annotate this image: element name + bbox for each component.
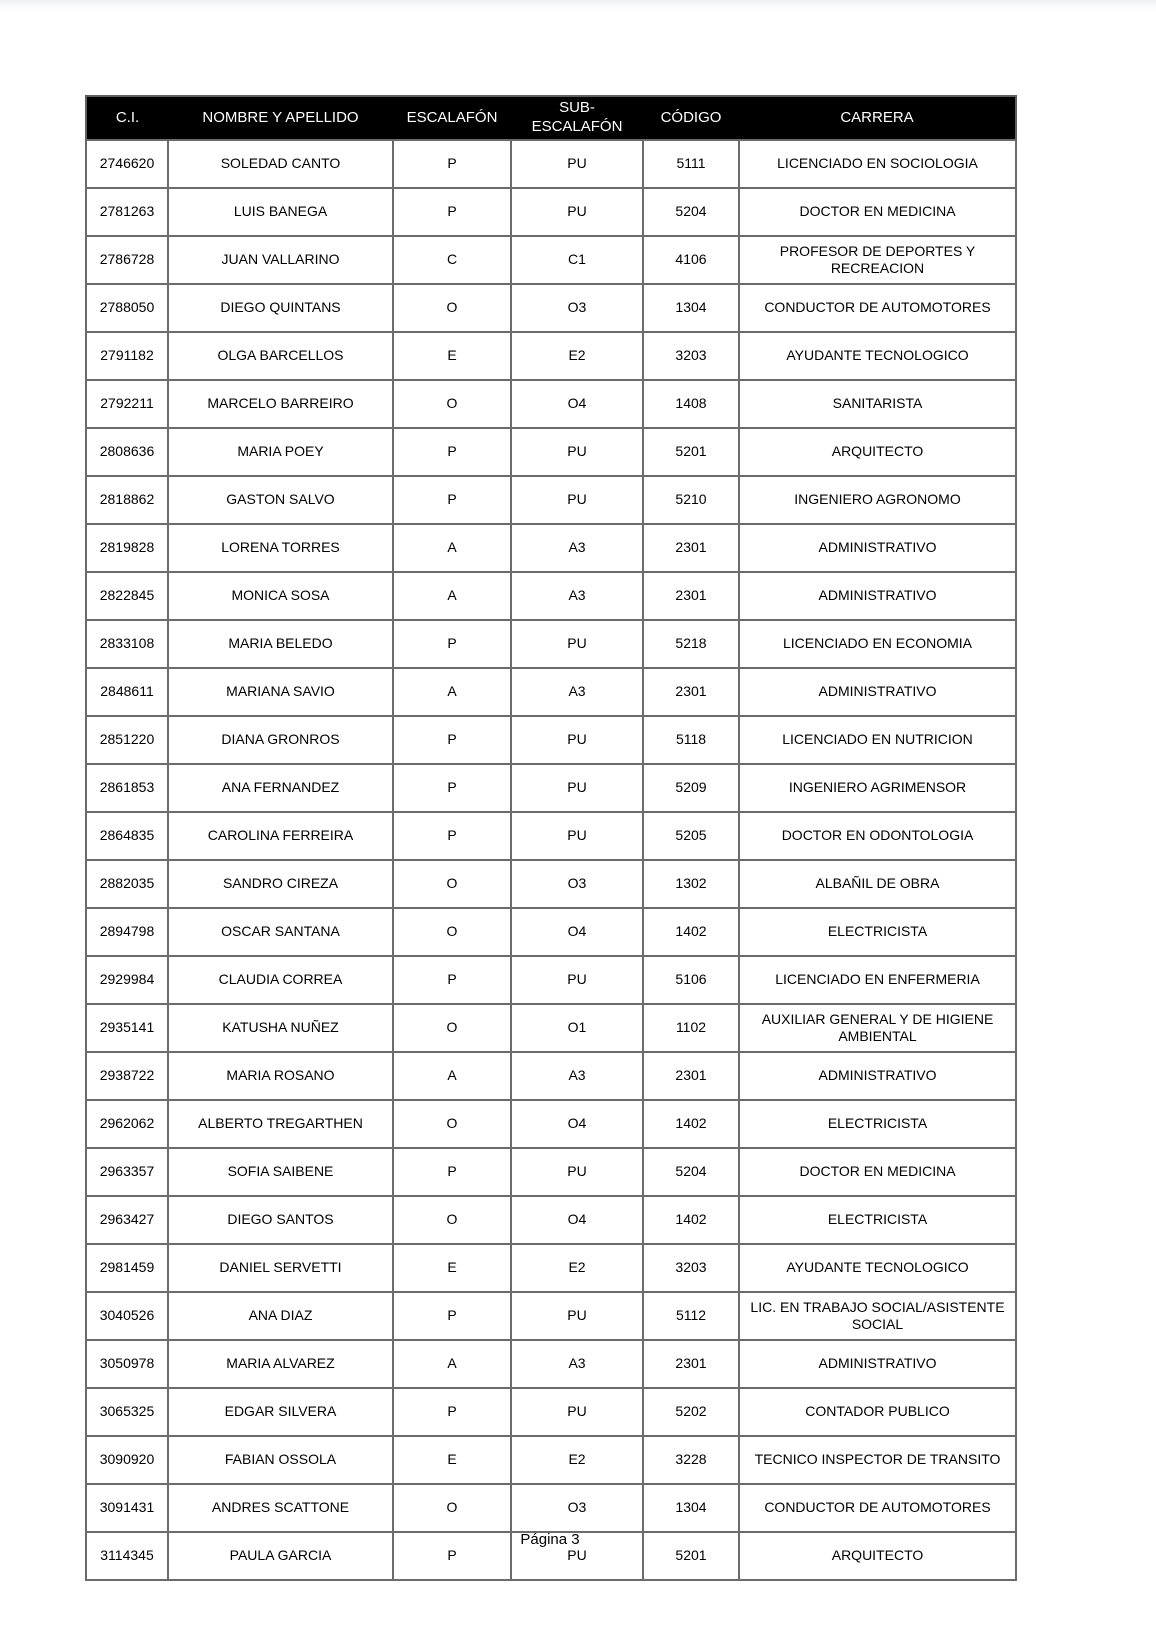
- table-row: [86, 716, 1016, 764]
- ci-cell: 2848611: [86, 668, 168, 716]
- sub-escalafon-cell: A3: [511, 1052, 643, 1100]
- carrera-cell: DOCTOR EN ODONTOLOGIA: [739, 812, 1016, 860]
- table-row: [86, 1148, 1016, 1196]
- sub-escalafon-cell: PU: [511, 428, 643, 476]
- ci-cell: 2963357: [86, 1148, 168, 1196]
- carrera-cell: CONDUCTOR DE AUTOMOTORES: [739, 1484, 1016, 1532]
- sub-escalafon-cell: PU: [511, 764, 643, 812]
- table-row: [86, 1340, 1016, 1388]
- page-number: Página 3: [520, 1531, 580, 1548]
- escalafon-cell: P: [393, 188, 511, 236]
- sub-escalafon-cell: A3: [511, 524, 643, 572]
- escalafon-cell: O: [393, 908, 511, 956]
- name-cell: GASTON SALVO: [168, 476, 393, 524]
- table-row: [86, 428, 1016, 476]
- table-row: [86, 476, 1016, 524]
- name-cell: DIANA GRONROS: [168, 716, 393, 764]
- carrera-cell: ADMINISTRATIVO: [739, 1052, 1016, 1100]
- carrera-cell: ARQUITECTO: [739, 428, 1016, 476]
- escalafon-cell: P: [393, 620, 511, 668]
- ci-cell: 2786728: [86, 236, 168, 284]
- column-header-escalafon: ESCALAFÓN: [393, 96, 511, 140]
- codigo-cell: 4106: [643, 236, 739, 284]
- ci-cell: 3040526: [86, 1292, 168, 1340]
- carrera-cell: ALBAÑIL DE OBRA: [739, 860, 1016, 908]
- table-row: [86, 524, 1016, 572]
- header-row: [86, 96, 1016, 140]
- codigo-cell: 5118: [643, 716, 739, 764]
- ci-cell: 2822845: [86, 572, 168, 620]
- column-header-nombre: NOMBRE Y APELLIDO: [168, 96, 393, 140]
- name-cell: ANA DIAZ: [168, 1292, 393, 1340]
- name-cell: LUIS BANEGA: [168, 188, 393, 236]
- ci-cell: 3050978: [86, 1340, 168, 1388]
- escalafon-cell: A: [393, 524, 511, 572]
- name-cell: KATUSHA NUÑEZ: [168, 1004, 393, 1052]
- name-cell: MARIANA SAVIO: [168, 668, 393, 716]
- carrera-cell: INGENIERO AGRONOMO: [739, 476, 1016, 524]
- codigo-cell: 1304: [643, 284, 739, 332]
- escalafon-cell: A: [393, 668, 511, 716]
- name-cell: JUAN VALLARINO: [168, 236, 393, 284]
- sub-escalafon-cell: O1: [511, 1004, 643, 1052]
- ci-cell: 2791182: [86, 332, 168, 380]
- ci-cell: 2981459: [86, 1244, 168, 1292]
- escalafon-cell: P: [393, 476, 511, 524]
- carrera-cell: AYUDANTE TECNOLOGICO: [739, 332, 1016, 380]
- name-cell: MARIA BELEDO: [168, 620, 393, 668]
- sub-escalafon-cell: PU: [511, 956, 643, 1004]
- table-row: [86, 668, 1016, 716]
- codigo-cell: 3203: [643, 1244, 739, 1292]
- sub-escalafon-cell: A3: [511, 1340, 643, 1388]
- carrera-cell: LICENCIADO EN ECONOMIA: [739, 620, 1016, 668]
- escalafon-cell: A: [393, 1340, 511, 1388]
- sub-escalafon-cell: O3: [511, 284, 643, 332]
- carrera-cell: ELECTRICISTA: [739, 908, 1016, 956]
- document-page: [85, 95, 1015, 1581]
- ci-cell: 2935141: [86, 1004, 168, 1052]
- ci-cell: 3090920: [86, 1436, 168, 1484]
- table-row: [86, 1004, 1016, 1052]
- ci-cell: 2819828: [86, 524, 168, 572]
- table-row: [86, 1100, 1016, 1148]
- personnel-table: [85, 95, 1017, 1581]
- table-row: [86, 572, 1016, 620]
- codigo-cell: 5204: [643, 188, 739, 236]
- name-cell: DANIEL SERVETTI: [168, 1244, 393, 1292]
- codigo-cell: 1102: [643, 1004, 739, 1052]
- escalafon-cell: A: [393, 572, 511, 620]
- table-row: [86, 1244, 1016, 1292]
- table-row: [86, 908, 1016, 956]
- escalafon-cell: P: [393, 140, 511, 188]
- sub-escalafon-cell: PU: [511, 1388, 643, 1436]
- carrera-cell: DOCTOR EN MEDICINA: [739, 188, 1016, 236]
- escalafon-cell: P: [393, 1292, 511, 1340]
- sub-escalafon-cell: O4: [511, 1196, 643, 1244]
- codigo-cell: 5201: [643, 428, 739, 476]
- table-row: [86, 188, 1016, 236]
- codigo-cell: 1402: [643, 1100, 739, 1148]
- carrera-cell: TECNICO INSPECTOR DE TRANSITO: [739, 1436, 1016, 1484]
- ci-cell: 3091431: [86, 1484, 168, 1532]
- sub-escalafon-cell: O3: [511, 860, 643, 908]
- name-cell: OLGA BARCELLOS: [168, 332, 393, 380]
- sub-escalafon-cell: PU: [511, 140, 643, 188]
- carrera-cell: ELECTRICISTA: [739, 1100, 1016, 1148]
- ci-cell: 2962062: [86, 1100, 168, 1148]
- table-row: [86, 1388, 1016, 1436]
- carrera-cell: ADMINISTRATIVO: [739, 668, 1016, 716]
- escalafon-cell: P: [393, 1388, 511, 1436]
- codigo-cell: 5201: [643, 1532, 739, 1580]
- column-header-sub-escalafon: SUB-ESCALAFÓN: [511, 96, 643, 140]
- table-row: [86, 140, 1016, 188]
- table-row: [86, 1196, 1016, 1244]
- carrera-cell: DOCTOR EN MEDICINA: [739, 1148, 1016, 1196]
- ci-cell: 2746620: [86, 140, 168, 188]
- sub-escalafon-cell: PU: [511, 1292, 643, 1340]
- codigo-cell: 2301: [643, 1340, 739, 1388]
- codigo-cell: 5202: [643, 1388, 739, 1436]
- codigo-cell: 5209: [643, 764, 739, 812]
- table-row: [86, 1436, 1016, 1484]
- ci-cell: 2929984: [86, 956, 168, 1004]
- escalafon-cell: E: [393, 332, 511, 380]
- ci-cell: 2894798: [86, 908, 168, 956]
- table-row: [86, 236, 1016, 284]
- codigo-cell: 1408: [643, 380, 739, 428]
- name-cell: PAULA GARCIA: [168, 1532, 393, 1580]
- table-row: [86, 332, 1016, 380]
- carrera-cell: AYUDANTE TECNOLOGICO: [739, 1244, 1016, 1292]
- ci-cell: 2781263: [86, 188, 168, 236]
- escalafon-cell: O: [393, 860, 511, 908]
- carrera-cell: ADMINISTRATIVO: [739, 1340, 1016, 1388]
- carrera-cell: AUXILIAR GENERAL Y DE HIGIENE AMBIENTAL: [739, 1004, 1016, 1052]
- table-row: [86, 812, 1016, 860]
- sub-escalafon-cell: A3: [511, 668, 643, 716]
- ci-cell: 2861853: [86, 764, 168, 812]
- escalafon-cell: O: [393, 1484, 511, 1532]
- codigo-cell: 2301: [643, 1052, 739, 1100]
- name-cell: FABIAN OSSOLA: [168, 1436, 393, 1484]
- table-body: [86, 140, 1016, 1580]
- name-cell: MARIA ALVAREZ: [168, 1340, 393, 1388]
- name-cell: SANDRO CIREZA: [168, 860, 393, 908]
- escalafon-cell: P: [393, 1148, 511, 1196]
- codigo-cell: 5106: [643, 956, 739, 1004]
- codigo-cell: 5205: [643, 812, 739, 860]
- carrera-cell: LICENCIADO EN NUTRICION: [739, 716, 1016, 764]
- codigo-cell: 3203: [643, 332, 739, 380]
- name-cell: SOLEDAD CANTO: [168, 140, 393, 188]
- name-cell: MARIA POEY: [168, 428, 393, 476]
- ci-cell: 2882035: [86, 860, 168, 908]
- carrera-cell: ADMINISTRATIVO: [739, 524, 1016, 572]
- escalafon-cell: E: [393, 1436, 511, 1484]
- name-cell: MARCELO BARREIRO: [168, 380, 393, 428]
- escalafon-cell: O: [393, 1004, 511, 1052]
- codigo-cell: 2301: [643, 668, 739, 716]
- table-row: [86, 1292, 1016, 1340]
- carrera-cell: LICENCIADO EN ENFERMERIA: [739, 956, 1016, 1004]
- name-cell: ALBERTO TREGARTHEN: [168, 1100, 393, 1148]
- name-cell: MARIA ROSANO: [168, 1052, 393, 1100]
- codigo-cell: 1402: [643, 908, 739, 956]
- ci-cell: 3114345: [86, 1532, 168, 1580]
- ci-cell: 2864835: [86, 812, 168, 860]
- sub-escalafon-cell: O4: [511, 1100, 643, 1148]
- table-row: [86, 1052, 1016, 1100]
- sub-escalafon-cell: O4: [511, 908, 643, 956]
- page-top-shadow: [0, 0, 1156, 10]
- table-row: [86, 1484, 1016, 1532]
- name-cell: ANDRES SCATTONE: [168, 1484, 393, 1532]
- codigo-cell: 5218: [643, 620, 739, 668]
- ci-cell: 2963427: [86, 1196, 168, 1244]
- carrera-cell: ADMINISTRATIVO: [739, 572, 1016, 620]
- sub-escalafon-cell: PU: [511, 812, 643, 860]
- name-cell: OSCAR SANTANA: [168, 908, 393, 956]
- escalafon-cell: P: [393, 956, 511, 1004]
- sub-escalafon-cell: E2: [511, 1436, 643, 1484]
- escalafon-cell: P: [393, 428, 511, 476]
- ci-cell: 2833108: [86, 620, 168, 668]
- name-cell: DIEGO QUINTANS: [168, 284, 393, 332]
- escalafon-cell: O: [393, 380, 511, 428]
- carrera-cell: SANITARISTA: [739, 380, 1016, 428]
- sub-escalafon-cell: PU: [511, 1532, 643, 1580]
- name-cell: ANA FERNANDEZ: [168, 764, 393, 812]
- sub-escalafon-cell: C1: [511, 236, 643, 284]
- carrera-cell: LICENCIADO EN SOCIOLOGIA: [739, 140, 1016, 188]
- ci-cell: 3065325: [86, 1388, 168, 1436]
- sub-escalafon-cell: PU: [511, 188, 643, 236]
- codigo-cell: 5111: [643, 140, 739, 188]
- codigo-cell: 5210: [643, 476, 739, 524]
- escalafon-cell: P: [393, 716, 511, 764]
- codigo-cell: 5204: [643, 1148, 739, 1196]
- codigo-cell: 2301: [643, 524, 739, 572]
- escalafon-cell: A: [393, 1052, 511, 1100]
- name-cell: LORENA TORRES: [168, 524, 393, 572]
- sub-escalafon-cell: O4: [511, 380, 643, 428]
- carrera-cell: LIC. EN TRABAJO SOCIAL/ASISTENTE SOCIAL: [739, 1292, 1016, 1340]
- column-header-codigo: CÓDIGO: [643, 96, 739, 140]
- codigo-cell: 1302: [643, 860, 739, 908]
- table-header: [86, 96, 1016, 140]
- codigo-cell: 1304: [643, 1484, 739, 1532]
- escalafon-cell: O: [393, 1100, 511, 1148]
- name-cell: MONICA SOSA: [168, 572, 393, 620]
- codigo-cell: 2301: [643, 572, 739, 620]
- ci-cell: 2938722: [86, 1052, 168, 1100]
- column-header-carrera: CARRERA: [739, 96, 1016, 140]
- carrera-cell: CONTADOR PUBLICO: [739, 1388, 1016, 1436]
- table-row: [86, 764, 1016, 812]
- escalafon-cell: O: [393, 284, 511, 332]
- sub-escalafon-cell: O3: [511, 1484, 643, 1532]
- name-cell: SOFIA SAIBENE: [168, 1148, 393, 1196]
- table-row: [86, 860, 1016, 908]
- carrera-cell: INGENIERO AGRIMENSOR: [739, 764, 1016, 812]
- carrera-cell: PROFESOR DE DEPORTES Y RECREACION: [739, 236, 1016, 284]
- table-row: [86, 380, 1016, 428]
- ci-cell: 2851220: [86, 716, 168, 764]
- sub-escalafon-cell: PU: [511, 620, 643, 668]
- name-cell: EDGAR SILVERA: [168, 1388, 393, 1436]
- codigo-cell: 5112: [643, 1292, 739, 1340]
- escalafon-cell: P: [393, 1532, 511, 1580]
- escalafon-cell: P: [393, 812, 511, 860]
- carrera-cell: ARQUITECTO: [739, 1532, 1016, 1580]
- carrera-cell: ELECTRICISTA: [739, 1196, 1016, 1244]
- ci-cell: 2808636: [86, 428, 168, 476]
- column-header-ci: C.I.: [86, 96, 168, 140]
- escalafon-cell: C: [393, 236, 511, 284]
- table-row: [86, 956, 1016, 1004]
- carrera-cell: CONDUCTOR DE AUTOMOTORES: [739, 284, 1016, 332]
- table-row: [86, 620, 1016, 668]
- codigo-cell: 3228: [643, 1436, 739, 1484]
- name-cell: CAROLINA FERREIRA: [168, 812, 393, 860]
- escalafon-cell: P: [393, 764, 511, 812]
- ci-cell: 2792211: [86, 380, 168, 428]
- ci-cell: 2818862: [86, 476, 168, 524]
- name-cell: CLAUDIA CORREA: [168, 956, 393, 1004]
- sub-escalafon-cell: PU: [511, 716, 643, 764]
- escalafon-cell: E: [393, 1244, 511, 1292]
- name-cell: DIEGO SANTOS: [168, 1196, 393, 1244]
- sub-escalafon-cell: PU: [511, 476, 643, 524]
- sub-escalafon-cell: E2: [511, 332, 643, 380]
- codigo-cell: 1402: [643, 1196, 739, 1244]
- table-row: [86, 284, 1016, 332]
- sub-escalafon-cell: E2: [511, 1244, 643, 1292]
- sub-escalafon-cell: A3: [511, 572, 643, 620]
- ci-cell: 2788050: [86, 284, 168, 332]
- sub-escalafon-cell: PU: [511, 1148, 643, 1196]
- escalafon-cell: O: [393, 1196, 511, 1244]
